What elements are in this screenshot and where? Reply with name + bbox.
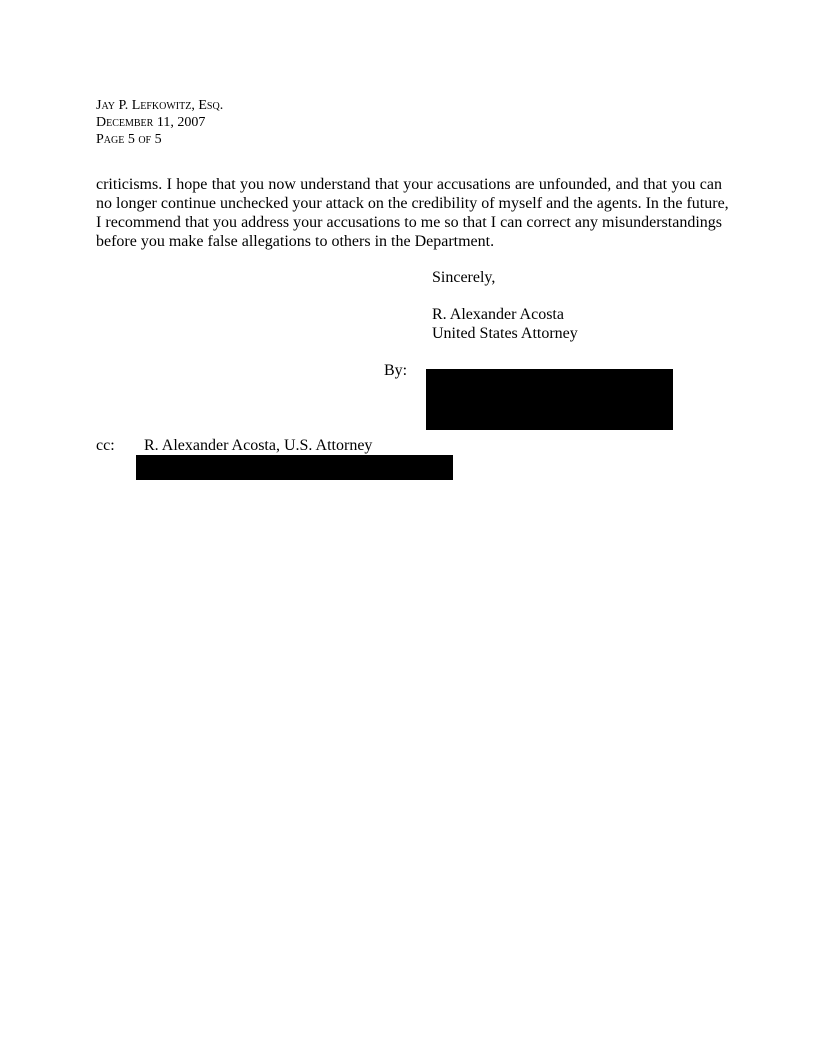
- body-line-1: criticisms. I hope that you now understand that your accusations are unfounded, and that you can: [96, 176, 722, 193]
- cc-redaction-block: [136, 455, 453, 480]
- letter-header: [96, 97, 223, 148]
- body-line-4: before you make false allegations to others in the Department.: [96, 233, 495, 250]
- signature-redaction-block: [426, 369, 673, 430]
- signer-name: R. Alexander Acosta: [432, 306, 564, 323]
- body-line-3: I recommend that you address your accusations to me so that I can correct any misunderstandings: [96, 214, 722, 231]
- letter-body-paragraph: [96, 175, 729, 251]
- cc-label: cc:: [96, 437, 115, 454]
- header-recipient: Jay P. Lefkowitz, Esq.: [96, 98, 224, 113]
- body-line-2: no longer continue unchecked your attack on the credibility of myself and the agents. In the future,: [96, 195, 729, 212]
- header-date: December 11, 2007: [96, 115, 206, 130]
- by-label: By:: [384, 362, 408, 379]
- cc-recipient: R. Alexander Acosta, U.S. Attorney: [144, 437, 373, 454]
- closing-salutation: Sincerely,: [432, 269, 496, 286]
- header-page-number: Page 5 of 5: [96, 132, 162, 147]
- signer-title: United States Attorney: [432, 325, 578, 342]
